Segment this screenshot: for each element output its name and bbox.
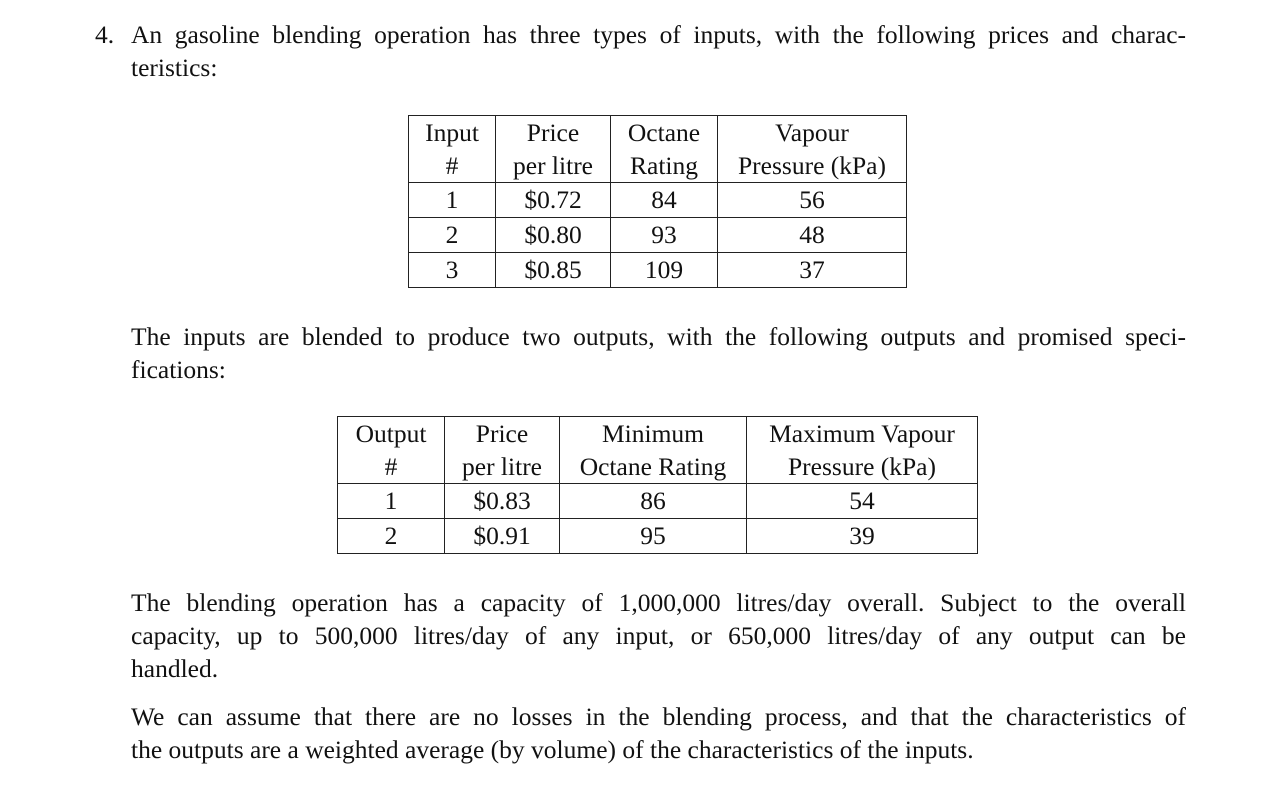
assumption-line-2: the outputs are a weighted average (by volume) of the characteristics of the inputs. [131,735,974,764]
capacity-line-2: capacity, up to 500,000 litres/day of any input, or 650,000 litres/day of any output can be [131,621,1186,650]
table-row [409,253,907,288]
intro-line-1: An gasoline blending operation has three types of inputs, with the following prices and charac- [131,20,1186,49]
inputs-header-octane-sub: Rating [611,149,718,183]
table-cell: 1 [338,484,445,519]
table-cell: 39 [747,519,978,554]
capacity-line-3: handled. [131,654,219,683]
outputs-table [337,416,978,554]
inputs-header-vapour: Vapour [718,116,907,150]
table-cell: 93 [611,218,718,253]
inputs-header-octane: Octane [611,116,718,150]
assumption-line-1: We can assume that there are no losses in the blending process, and that the characteristics of [131,702,1186,731]
inputs-header-input-sub: # [409,149,496,183]
table-cell: 2 [409,218,496,253]
inputs-header-price: Price [496,116,611,150]
inputs-header-vapour-sub: Pressure (kPa) [718,149,907,183]
outputs-header-maximum-sub: Pressure (kPa) [747,450,978,484]
table-cell: 56 [718,183,907,218]
table-cell: 54 [747,484,978,519]
table-row [338,484,978,519]
table-cell: 37 [718,253,907,288]
table-row [338,519,978,554]
table-cell: 1 [409,183,496,218]
table-cell: 86 [560,484,747,519]
outputs-header-maximum: Maximum Vapour [747,417,978,451]
table-row [409,218,907,253]
outputs-intro [131,320,1186,386]
capacity-line-1: The blending operation has a capacity of 1,000,000 litres/day overall. Subject to the overall [131,588,1186,617]
table-cell: $0.72 [496,183,611,218]
outputs-header-output-sub: # [338,450,445,484]
table-row [409,183,907,218]
assumption-paragraph [131,700,1186,766]
problem-intro [131,18,1186,84]
table-cell: $0.80 [496,218,611,253]
table-cell: 48 [718,218,907,253]
outputs-intro-line-1: The inputs are blended to produce two outputs, with the following outputs and promised speci- [131,322,1186,351]
inputs-header-input: Input [409,116,496,150]
table-cell: 95 [560,519,747,554]
inputs-header-price-sub: per litre [496,149,611,183]
table-cell: 84 [611,183,718,218]
outputs-header-minimum: Minimum [560,417,747,451]
table-cell: 2 [338,519,445,554]
intro-line-2: teristics: [131,53,218,82]
table-cell: $0.91 [445,519,560,554]
inputs-table [408,115,907,288]
outputs-header-output: Output [338,417,445,451]
outputs-header-price-sub: per litre [445,450,560,484]
table-cell: 3 [409,253,496,288]
table-cell: $0.85 [496,253,611,288]
capacity-paragraph [131,586,1186,685]
table-cell: $0.83 [445,484,560,519]
table-cell: 109 [611,253,718,288]
outputs-header-price: Price [445,417,560,451]
problem-number: 4. [95,20,115,49]
outputs-intro-line-2: fications: [131,355,226,384]
outputs-header-minimum-sub: Octane Rating [560,450,747,484]
